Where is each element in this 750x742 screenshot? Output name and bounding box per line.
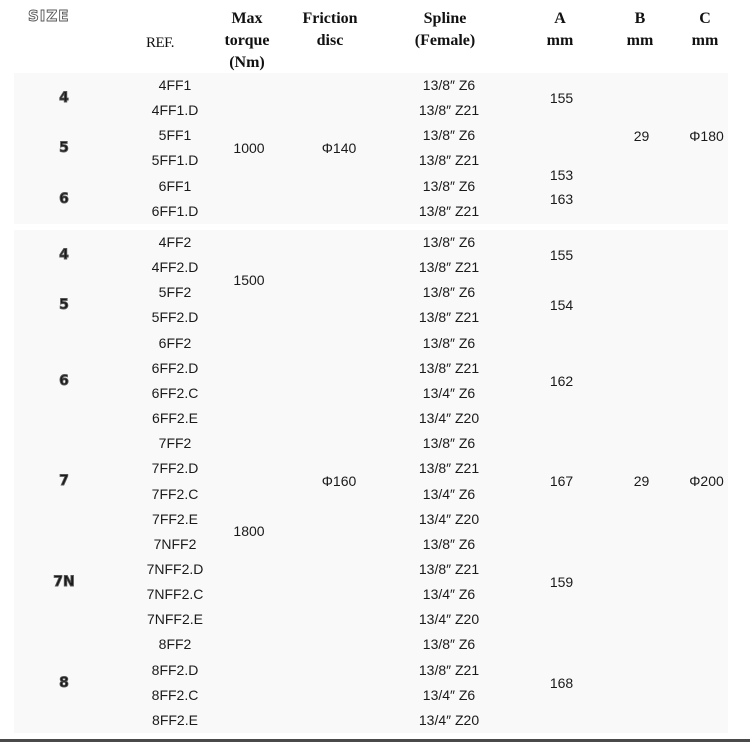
a-value: 167: [549, 473, 574, 490]
size-label: 4: [59, 90, 69, 107]
ref-cell: 6FF2.D: [151, 359, 199, 376]
spline-cell: 13/8″ Z21: [418, 359, 480, 376]
header-size: SIZE: [28, 7, 70, 25]
spline-cell: 13/4″ Z6: [422, 686, 476, 703]
spline-cell: 13/4″ Z20: [418, 410, 480, 427]
ref-cell: 8FF2: [158, 636, 192, 653]
ref-cell: 7FF2.D: [151, 460, 199, 477]
ref-cell: 7NFF2.D: [146, 560, 204, 577]
spline-cell: 13/8″ Z6: [422, 234, 476, 250]
spline-cell: 13/8″ Z21: [418, 202, 480, 219]
size-label: 6: [59, 372, 69, 389]
spline-cell: 13/4″ Z20: [418, 510, 480, 527]
ref-cell: 7NFF2.C: [146, 586, 204, 603]
spline-cell: 13/8″ Z21: [418, 102, 480, 119]
spline-cell: 13/4″ Z20: [418, 711, 480, 728]
ref-cell: 4FF1: [158, 77, 192, 93]
ref-cell: 8FF2.E: [152, 711, 198, 728]
ref-cell: 4FF2.D: [151, 259, 199, 276]
ref-cell: 7NFF2: [153, 535, 197, 552]
ref-cell: 5FF2.D: [151, 309, 199, 326]
a-value: 168: [549, 674, 574, 691]
ref-cell: 7NFF2.E: [146, 611, 203, 628]
c-value: Φ200: [689, 473, 724, 490]
header-max-torque: Max torque (Nm): [224, 10, 270, 71]
header-c: C mm: [691, 10, 719, 49]
ref-cell: 5FF2: [158, 284, 192, 301]
torque-value: 1800: [233, 523, 265, 540]
spline-cell: 13/8″ Z6: [422, 334, 476, 351]
a-value: 159: [549, 574, 574, 591]
spline-cell: 13/8″ Z21: [418, 309, 480, 326]
ref-cell: 8FF2.C: [151, 686, 199, 703]
ref-cell: 5FF1: [158, 127, 192, 144]
spline-cell: 13/8″ Z6: [422, 127, 476, 144]
b-value: 29: [633, 128, 650, 145]
ref-cell: 4FF2: [158, 234, 192, 250]
torque-value: 1000: [233, 140, 265, 157]
spline-cell: 13/4″ Z20: [418, 611, 480, 628]
table-group-ff2: [14, 230, 728, 733]
size-label: 8: [59, 674, 69, 691]
spline-cell: 13/8″ Z6: [422, 535, 476, 552]
spline-cell: 13/4″ Z6: [422, 586, 476, 603]
friction-value: Φ140: [321, 140, 357, 157]
spline-cell: 13/8″ Z21: [418, 152, 480, 169]
size-label: 4: [59, 247, 69, 264]
spline-cell: 13/8″ Z6: [422, 435, 476, 452]
ref-cell: 8FF2.D: [151, 661, 199, 678]
friction-value: Φ160: [321, 473, 357, 490]
spline-cell: 13/8″ Z6: [422, 636, 476, 653]
a-value: 153: [549, 167, 574, 184]
header-b: B mm: [626, 10, 654, 49]
size-label: 5: [59, 297, 69, 314]
header-ref: REF.: [145, 35, 175, 51]
spline-cell: 13/4″ Z6: [422, 485, 476, 502]
size-label: 7N: [53, 574, 75, 591]
spline-cell: 13/8″ Z6: [422, 177, 476, 194]
table-group-ff1: [14, 73, 728, 224]
header-a: A mm: [546, 10, 574, 49]
ref-cell: 7FF2: [158, 435, 192, 452]
size-label: 6: [59, 190, 69, 207]
a-value: 162: [549, 372, 574, 389]
spline-cell: 13/8″ Z6: [422, 284, 476, 301]
torque-value: 1500: [233, 272, 265, 289]
spline-cell: 13/8″ Z21: [418, 460, 480, 477]
header-spline: Spline (Female): [414, 10, 476, 49]
ref-cell: 5FF1.D: [151, 152, 199, 169]
a-value: 163: [549, 190, 574, 207]
ref-cell: 6FF2.C: [151, 384, 199, 401]
size-label: 5: [59, 140, 69, 157]
size-label: 7: [59, 473, 69, 490]
a-value: 154: [549, 297, 574, 314]
spline-cell: 13/8″ Z21: [418, 661, 480, 678]
ref-cell: 4FF1.D: [151, 102, 199, 119]
header-friction-disc: Friction disc: [302, 10, 358, 49]
ref-cell: 6FF1: [158, 177, 192, 194]
b-value: 29: [633, 473, 650, 490]
c-value: Φ180: [689, 128, 724, 145]
ref-cell: 6FF1.D: [151, 202, 199, 219]
spline-cell: 13/8″ Z21: [418, 560, 480, 577]
ref-cell: 7FF2.E: [152, 510, 198, 527]
ref-cell: 6FF2.E: [152, 410, 198, 427]
ref-cell: 7FF2.C: [151, 485, 199, 502]
spline-cell: 13/8″ Z21: [418, 259, 480, 276]
a-value: 155: [549, 90, 574, 107]
ref-cell: 6FF2: [158, 334, 192, 351]
spline-cell: 13/4″ Z6: [422, 384, 476, 401]
spline-cell: 13/8″ Z6: [422, 77, 476, 93]
a-value: 155: [549, 247, 574, 264]
